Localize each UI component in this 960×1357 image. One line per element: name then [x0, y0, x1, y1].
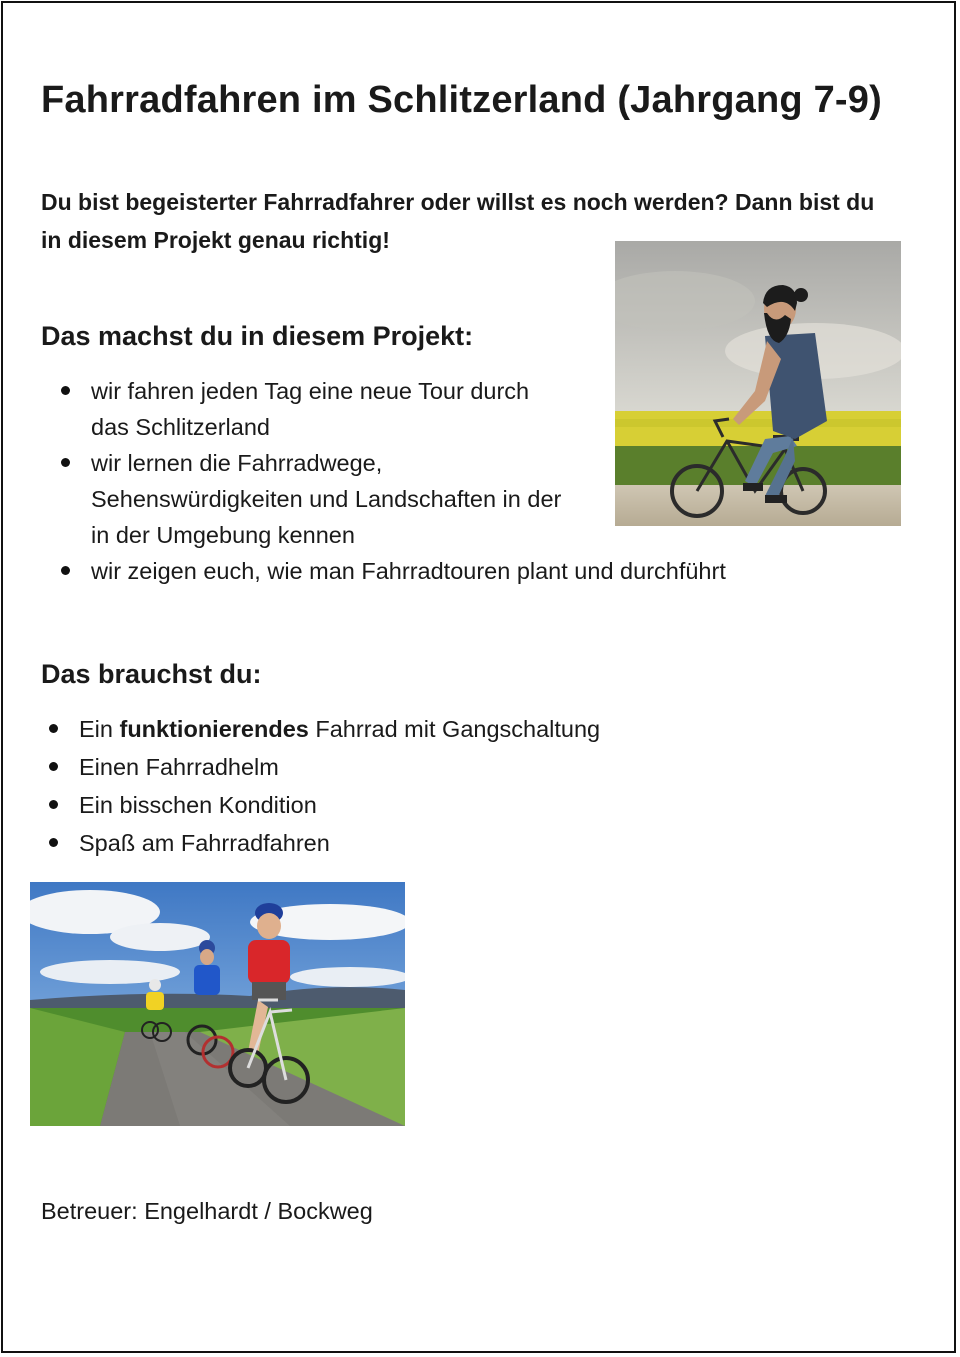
bullet-icon [49, 838, 58, 847]
kids-cycling-photo [30, 882, 405, 1126]
bullet-icon [49, 800, 58, 809]
document-page [1, 1, 956, 1353]
cyclist-man-photo [615, 241, 901, 526]
list-item: wir fahren jeden Tag eine neue Tour durch das Schlitzerland [91, 373, 791, 445]
bullet-icon [49, 724, 58, 733]
section-heading-requirements: Das brauchst du: [41, 659, 262, 689]
list-item: Ein bisschen Kondition [79, 786, 779, 824]
requirements-list [79, 710, 779, 862]
bullet-icon [49, 762, 58, 771]
bullet-icon [61, 458, 70, 467]
intro-text: Du bist begeisterter Fahrradfahrer oder willst es noch werden? Dann bist du in diesem Projekt genau richtig! [41, 189, 875, 253]
list-item: wir lernen die Fahrradwege, Sehenswürdigkeiten und Landschaften in der in der Umgebung kennen [91, 445, 791, 553]
list-item: Ein funktionierendes Fahrrad mit Gangschaltung [79, 710, 779, 748]
section-heading-activities: Das machst du in diesem Projekt: [41, 321, 474, 351]
bullet-icon [61, 386, 70, 395]
supervisors-text: Betreuer: Engelhardt / Bockweg [41, 1198, 373, 1224]
list-item: wir zeigen euch, wie man Fahrradtouren plant und durchführt [91, 553, 791, 589]
bullet-icon [61, 566, 70, 575]
list-item: Spaß am Fahrradfahren [79, 824, 779, 862]
page-title: Fahrradfahren im Schlitzerland (Jahrgang 7-9) [41, 79, 882, 121]
list-item: Einen Fahrradhelm [79, 748, 779, 786]
